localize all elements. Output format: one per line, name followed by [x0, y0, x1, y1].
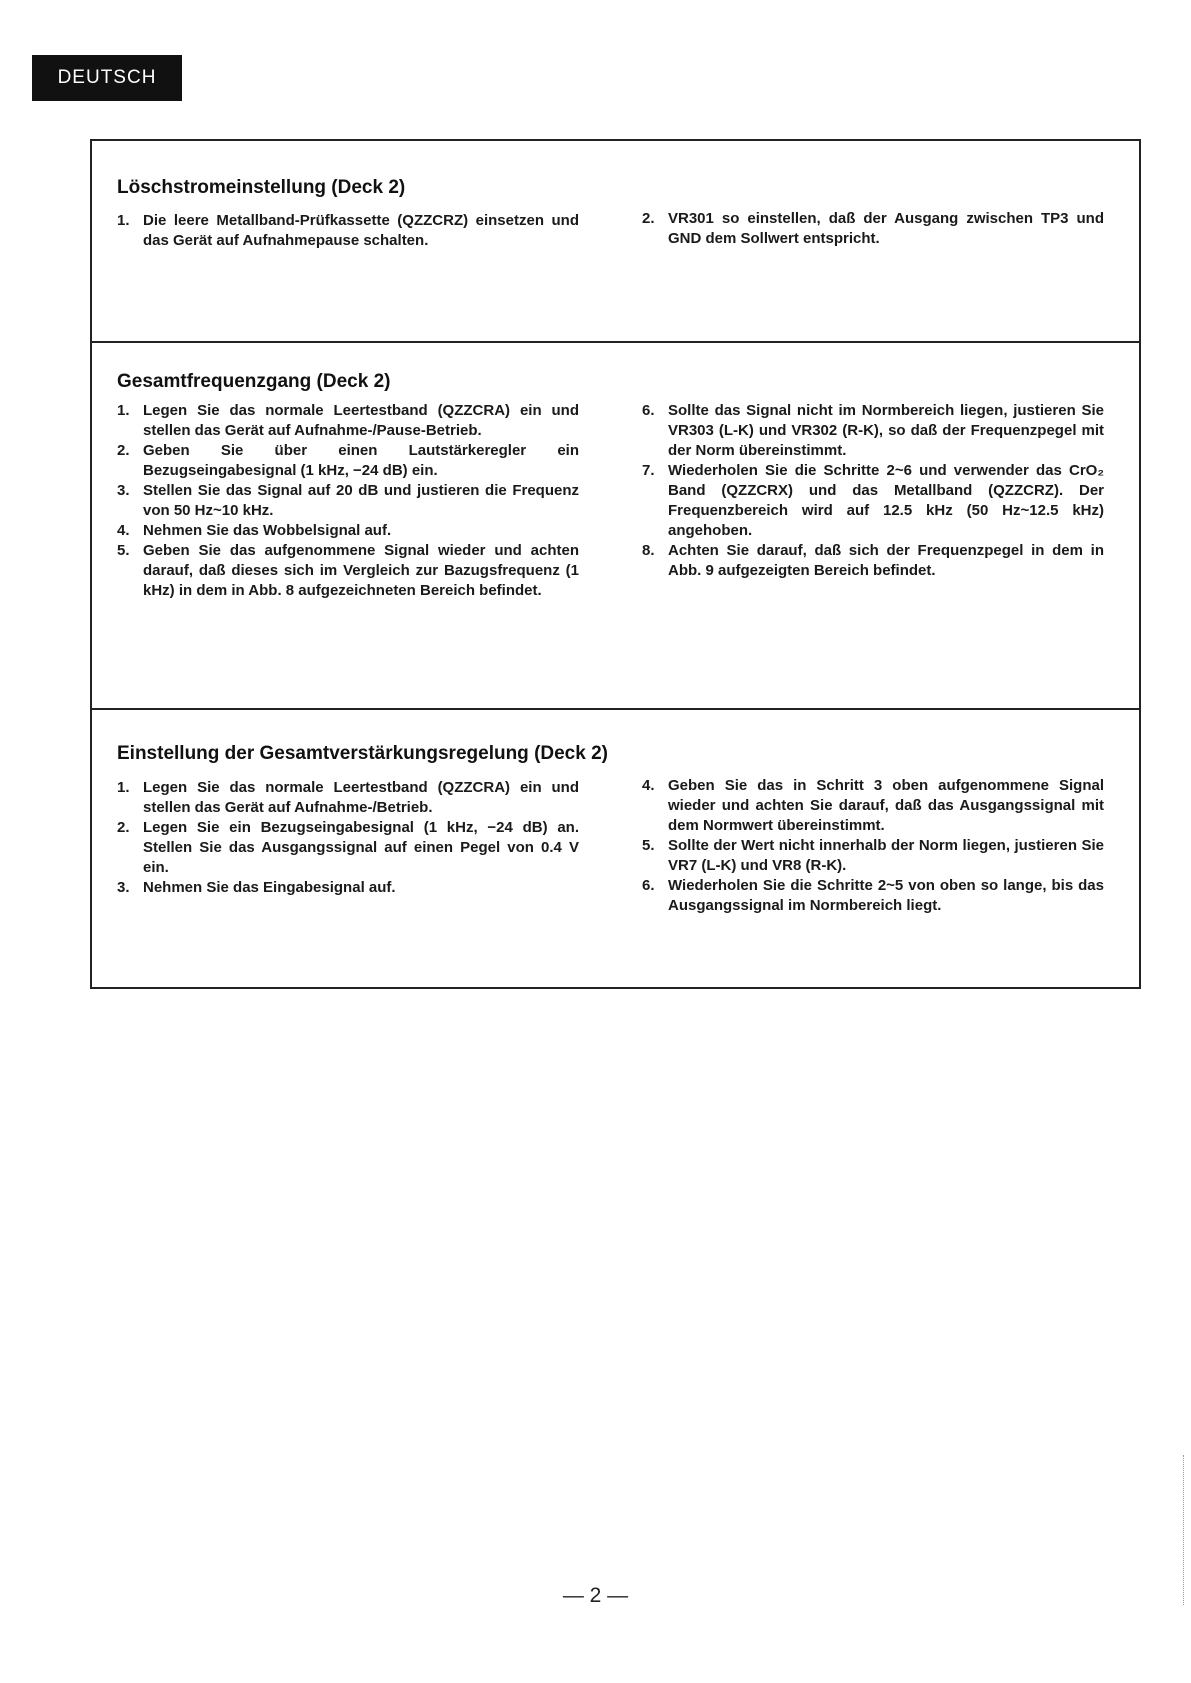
step-text: VR301 so einstellen, daß der Ausgang zwischen TP3 und GND dem Sollwert entspricht.: [668, 210, 1104, 247]
step-text: Achten Sie darauf, daß sich der Frequenzpegel in dem in Abb. 9 aufgezeigten Bereich befindet.: [668, 542, 1104, 579]
step-item: [642, 876, 1104, 916]
step-list: [642, 776, 1104, 916]
step-number: 2.: [117, 442, 130, 459]
step-item: [117, 778, 579, 818]
step-text: Nehmen Sie das Wobbelsignal auf.: [143, 522, 392, 539]
left-column: [117, 401, 579, 601]
step-item: [642, 836, 1104, 876]
section-title: Einstellung der Gesamtverstärkungsregelung (Deck 2): [117, 743, 608, 764]
step-list: [117, 778, 579, 898]
step-number: 2.: [117, 819, 130, 836]
step-text: Nehmen Sie das Eingabesignal auf.: [143, 879, 396, 896]
step-number: 5.: [117, 542, 130, 559]
step-number: 5.: [642, 837, 655, 854]
step-item: [642, 541, 1104, 581]
step-text: Wiederholen Sie die Schritte 2~6 und verwender das CrO₂ Band (QZZCRX) und das Metallband (QZZCRZ). Der Frequenzbereich wird auf 12.5 kHz (50 Hz~12.5 kHz) angehoben.: [668, 462, 1104, 539]
step-text: Geben Sie das aufgenommene Signal wieder und achten darauf, daß dieses sich im Vergleich zur Bazugsfrequenz (1 kHz) in dem in Abb. 8 aufgezeichneten Bereich befindet.: [143, 542, 579, 599]
step-text: Sollte das Signal nicht im Normbereich liegen, justieren Sie VR303 (L-K) und VR302 (R-K), so daß der Frequenzpegel mit der Norm übereinstimmt.: [668, 402, 1104, 459]
step-text: Legen Sie ein Bezugseingabesignal (1 kHz, −24 dB) an. Stellen Sie das Ausgangssignal auf einen Pegel von 0.4 V ein.: [143, 819, 579, 876]
step-item: [117, 541, 579, 601]
step-number: 1.: [117, 402, 130, 419]
step-number: 3.: [117, 482, 130, 499]
step-number: 8.: [642, 542, 655, 559]
step-text: Die leere Metallband-Prüfkassette (QZZCRZ) einsetzen und das Gerät auf Aufnahmepause schalten.: [143, 212, 579, 249]
step-item: [117, 401, 579, 441]
step-item: [117, 878, 579, 898]
section-title: Gesamtfrequenzgang (Deck 2): [117, 371, 391, 392]
step-item: [117, 521, 579, 541]
right-column: [642, 776, 1104, 916]
step-text: Wiederholen Sie die Schritte 2~5 von oben so lange, bis das Ausgangssignal im Normbereich liegt.: [668, 877, 1104, 914]
step-item: [117, 441, 579, 481]
step-text: Legen Sie das normale Leertestband (QZZCRA) ein und stellen das Gerät auf Aufnahme-/Pause-Betrieb.: [143, 402, 579, 439]
left-column: [117, 211, 579, 251]
step-text: Legen Sie das normale Leertestband (QZZCRA) ein und stellen das Gerät auf Aufnahme-/Betrieb.: [143, 779, 579, 816]
step-number: 7.: [642, 462, 655, 479]
step-item: [117, 211, 579, 251]
language-label: DEUTSCH: [57, 67, 157, 88]
left-column: [117, 778, 579, 898]
step-item: [642, 401, 1104, 461]
section-title: Löschstromeinstellung (Deck 2): [117, 177, 406, 198]
section-gesamtfrequenzgang: [92, 341, 1139, 708]
step-item: [117, 481, 579, 521]
step-item: [117, 818, 579, 878]
section-loeschstrom: [92, 141, 1139, 341]
step-item: [642, 209, 1104, 249]
scan-edge-marks: [1183, 1455, 1185, 1605]
step-number: 1.: [117, 779, 130, 796]
step-item: [642, 461, 1104, 541]
step-text: Stellen Sie das Signal auf 20 dB und justieren die Frequenz von 50 Hz~10 kHz.: [143, 482, 579, 519]
language-tab: [32, 55, 182, 101]
step-number: 2.: [642, 210, 655, 227]
step-list: [117, 401, 579, 601]
step-list: [642, 209, 1104, 249]
step-list: [117, 211, 579, 251]
step-number: 4.: [117, 522, 130, 539]
step-text: Geben Sie das in Schritt 3 oben aufgenommene Signal wieder und achten Sie darauf, daß das Ausgangssignal mit dem Normwert übereinstimmt.: [668, 777, 1104, 834]
right-column: [642, 209, 1104, 249]
step-text: Geben Sie über einen Lautstärkeregler ein Bezugseingabesignal (1 kHz, −24 dB) ein.: [143, 442, 579, 479]
step-number: 1.: [117, 212, 130, 229]
step-number: 6.: [642, 877, 655, 894]
step-number: 6.: [642, 402, 655, 419]
step-number: 4.: [642, 777, 655, 794]
page-number: — 2 —: [562, 1584, 629, 1607]
step-number: 3.: [117, 879, 130, 896]
step-item: [642, 776, 1104, 836]
section-gesamtverstaerkung: [92, 708, 1139, 987]
content-frame: [90, 139, 1141, 989]
right-column: [642, 401, 1104, 581]
step-text: Sollte der Wert nicht innerhalb der Norm liegen, justieren Sie VR7 (L-K) und VR8 (R-K).: [668, 837, 1104, 874]
step-list: [642, 401, 1104, 581]
